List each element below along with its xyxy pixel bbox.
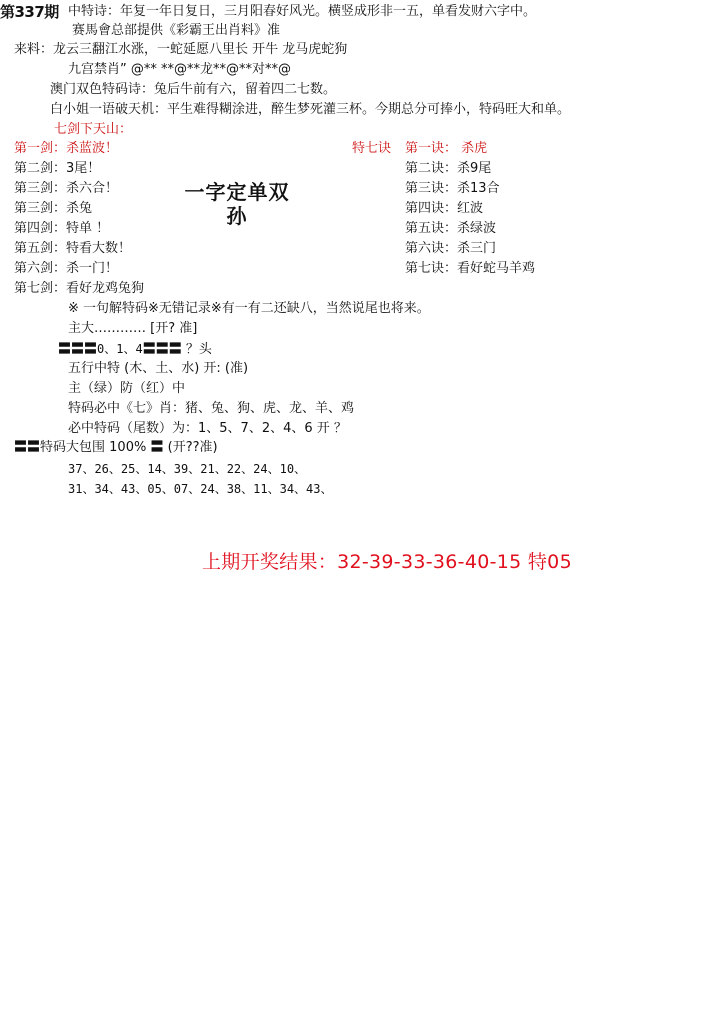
sword-item-3b: 第三剑：杀兔 (14, 201, 93, 216)
secret-item-4: 第四诀：红波 (405, 201, 484, 216)
head-question: ？头 (185, 342, 212, 357)
secret-item-5: 第五诀：杀绿波 (405, 221, 497, 236)
color-line: 主（绿）防（红）中 (68, 381, 186, 396)
separator-bars: 〓 (150, 440, 164, 455)
sword-item-3: 第三剑：杀六合！ (14, 181, 119, 196)
separator-bars: 〓〓 (14, 440, 41, 455)
sword-item-5: 第五剑：特看大数！ (14, 241, 132, 256)
secret-item-1: 第一诀： 杀虎 (405, 141, 488, 156)
package-status: (开??准) (167, 440, 218, 455)
hint-line: ※ 一句解特码※无错记录※有一有二还缺八，当然说尾也将来。 (68, 301, 430, 316)
package-line (14, 440, 218, 456)
secrets-title: 特七诀 (352, 141, 392, 156)
separator-bars: 〓〓〓 (142, 342, 182, 357)
big-slogan: 一字定单双 孙 (184, 180, 290, 228)
sword-item-1: 第一剑：杀蓝波！ (14, 141, 119, 156)
oracle-line: 白小姐一语破天机：平生难得糊涂进，醉生梦死灌三杯。今期总分可捧小，特码旺大和单。 (50, 102, 571, 117)
tail-line: 必中特码（尾数）为：1、5、7、2、4、6 开 ？ (68, 421, 347, 436)
poem-line: 中特诗：年复一年日复日，三月阳春好风光。横竖成形非一五，单看发财六字中。 (68, 4, 537, 19)
number-row-2: 31、34、43、05、07、24、38、11、34、43、 (68, 482, 333, 496)
secret-item-6: 第六诀：杀三门 (405, 241, 497, 256)
issue-number: 第337期 (0, 3, 59, 21)
sword-item-6: 第六剑：杀一门！ (14, 261, 119, 276)
sword-item-7: 第七剑：看好龙鸡兔狗 (14, 281, 145, 296)
seven-swords-title: 七剑下天山： (54, 122, 133, 137)
separator-bars: 〓〓〓 (58, 342, 98, 357)
material-line: 来料：龙云三翻江水涨，一蛇延愿八里长 开牛 龙马虎蛇狗 (14, 42, 348, 57)
five-elements-line: 五行中特 (木、土、水) 开: (准) (68, 361, 249, 376)
forbidden-line: 九宫禁肖” @** **@**龙**@**对**@ (68, 62, 291, 77)
secret-item-7: 第七诀：看好蛇马羊鸡 (405, 261, 536, 276)
macau-poem-line: 澳门双色特码诗：兔后牛前有六，留着四二七数。 (50, 82, 337, 97)
secret-item-3: 第三诀：杀13合 (405, 181, 500, 196)
sword-item-4: 第四剑：特单 ！ (14, 221, 110, 236)
head-numbers: 0、1、4 (97, 342, 143, 356)
head-line (58, 341, 212, 358)
sword-item-2: 第二剑：3尾！ (14, 161, 101, 176)
secret-item-2: 第二诀：杀9尾 (405, 161, 492, 176)
big-small-line: 主大………… [开? 准] (68, 321, 198, 336)
last-result: 上期开奖结果：32-39-33-36-40-15 特05 (202, 551, 572, 573)
package-label: 特码大包围 100% (40, 440, 147, 455)
zodiac-line: 特码必中《七》肖：猪、兔、狗、虎、龙、羊、鸡 (68, 401, 355, 416)
source-line: 赛馬會总部提供《彩霸王出肖料》准 (72, 23, 281, 38)
number-row-1: 37、26、25、14、39、21、22、24、10、 (68, 462, 307, 476)
